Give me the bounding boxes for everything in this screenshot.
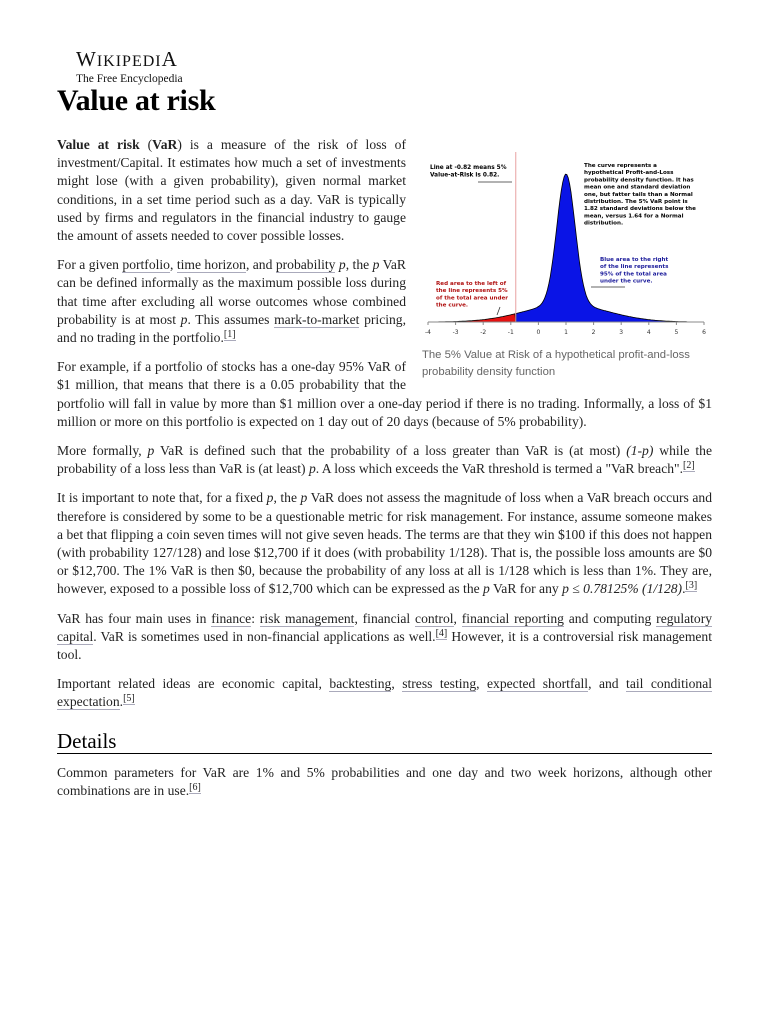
article-link[interactable]: time horizon bbox=[176, 257, 246, 273]
annotation-line-text: Line at -0.82 means 5% bbox=[430, 165, 507, 171]
text: , bbox=[169, 257, 177, 273]
article-link[interactable]: backtesting bbox=[329, 676, 392, 692]
text: . VaR is sometimes used in non-financial applications as well. bbox=[93, 628, 436, 644]
text: , the bbox=[345, 257, 373, 273]
text: . This assumes bbox=[187, 311, 275, 327]
x-tick-label: 4 bbox=[646, 329, 651, 336]
text: ) is a measure of the risk of loss of investment/Capital. It estimates how much a set of investments might lose (with a given probability), given normal market conditions, in a set time period such as a day. VaR is typically used by firms and regulators in the financial industry to gauge the amount of assets needed to cover possible losses. bbox=[57, 137, 406, 244]
citation-link[interactable]: [4] bbox=[435, 627, 448, 639]
italic-text: p ≤ 0.78125% (1/128) bbox=[562, 581, 683, 597]
page-title: Value at risk bbox=[57, 84, 216, 117]
italic-text: p bbox=[372, 257, 380, 273]
x-tick-label: 0 bbox=[536, 329, 541, 336]
italic-text: p bbox=[300, 490, 308, 506]
article-link[interactable]: expected shortfall bbox=[487, 676, 589, 692]
article-link[interactable]: regulatory capital bbox=[57, 610, 713, 644]
text: VaR for any bbox=[489, 581, 563, 597]
annotation-red-text: Red area to the left of bbox=[436, 281, 507, 287]
bold-term: VaR bbox=[152, 137, 178, 152]
annotation-red-text: the curve. bbox=[436, 302, 469, 309]
section-heading-details: Details bbox=[57, 732, 712, 754]
text: , and bbox=[245, 257, 276, 273]
paragraph bbox=[57, 610, 712, 665]
text: , financial bbox=[354, 610, 416, 626]
wikipedia-logo[interactable] bbox=[76, 48, 183, 86]
x-tick-label: -3 bbox=[452, 329, 459, 336]
annotation-red-text: of the total area under bbox=[436, 295, 509, 302]
text: For example, if a portfolio of stocks has a one-day 95% VaR of $1 million, that means that there is a 0.05 probability that the portfolio will fall in value by more than $1 million over a one-day period if there is no trading. Informally, a loss of $1 million or more on this portfolio is expected on 1 day out of 20 days (because of 5% probability). bbox=[57, 359, 712, 429]
text: However, it is a controversial risk management tool. bbox=[57, 628, 712, 663]
article-link[interactable]: finance bbox=[211, 610, 252, 626]
citation-link[interactable]: [3] bbox=[685, 580, 698, 592]
paragraph bbox=[57, 675, 712, 711]
annotation-line-text: Value-at-Risk is 0.82. bbox=[430, 172, 500, 179]
x-tick-label: -1 bbox=[507, 329, 514, 336]
italic-text: (1-p) bbox=[626, 443, 654, 459]
citation bbox=[189, 782, 201, 794]
text: , bbox=[476, 676, 487, 692]
text: VaR has four main uses in bbox=[57, 610, 212, 626]
citation bbox=[123, 693, 135, 705]
article-link[interactable]: portfolio bbox=[122, 257, 170, 273]
annotation-curve-text: The curve represents a bbox=[584, 163, 657, 169]
annotation-curve-text: mean one and standard deviation bbox=[584, 184, 691, 191]
annotation-curve-text: 1.82 standard deviations below the bbox=[584, 206, 696, 213]
text: VaR is defined such that the probability of a loss greater than VaR is (at most) bbox=[154, 443, 627, 459]
italic-text: p bbox=[308, 461, 316, 477]
article-link[interactable]: financial reporting bbox=[461, 610, 564, 626]
text: . bbox=[119, 694, 124, 710]
figure-caption: The 5% Value at Risk of a hypothetical profit-and-loss probability density function bbox=[422, 349, 690, 378]
article-link[interactable]: stress testing bbox=[402, 676, 477, 692]
italic-text: p bbox=[147, 443, 155, 459]
text: It is important to note that, for a fixed bbox=[57, 490, 267, 506]
x-tick-label: -2 bbox=[480, 329, 487, 336]
wikipedia-wordmark: WIKIPEDIA bbox=[76, 47, 178, 71]
article-link[interactable]: probability bbox=[275, 257, 336, 273]
text: , and bbox=[588, 676, 627, 692]
citation bbox=[685, 580, 697, 592]
text: , bbox=[453, 610, 462, 626]
citation bbox=[683, 460, 695, 472]
annotation-blue-text: of the line represents bbox=[600, 264, 669, 271]
text: while the probability of a loss less than VaR is (at least) bbox=[57, 443, 712, 477]
bold-term: Value at risk bbox=[57, 137, 140, 152]
article-link[interactable]: risk management bbox=[259, 610, 355, 626]
wikipedia-tagline: The Free Encyclopedia bbox=[76, 73, 183, 85]
figure-var-density bbox=[420, 150, 712, 381]
x-tick-label: 3 bbox=[619, 329, 624, 336]
text: VaR does not assess the magnitude of loss when a VaR breach occurs and therefore is considered by some to be a questionable metric for risk management. For instance, assume someone makes a bet that flipping a coin seven times will not give seven heads. The terms are that they win $100 if this does not happen (with probability 127/128) and lose $12,700 if it does (with probability 1/128). That is, the possible loss amounts are $0 or $12,700. The 1% VaR is then $0, because the probability of any loss at all is 1/128 which is less than 1%. They are, however, exposed to a possible loss of $12,700 which can be expressed as the bbox=[57, 490, 712, 597]
annotation-blue-text: under the curve. bbox=[600, 278, 653, 285]
var-density-image[interactable] bbox=[420, 150, 712, 343]
annotation-curve-text: mean, versus 1.64 for a Normal bbox=[584, 213, 684, 220]
article-body bbox=[57, 136, 712, 811]
annotation-curve-text: hypothetical Profit-and-Loss bbox=[584, 170, 674, 177]
paragraph bbox=[57, 442, 712, 478]
annotation-blue-text: 95% of the total area bbox=[600, 271, 667, 278]
citation-link[interactable]: [6] bbox=[189, 782, 201, 794]
citation bbox=[436, 628, 448, 640]
article-link[interactable]: control bbox=[415, 610, 454, 626]
text: VaR can be defined informally as the maximum possible loss during that time after excluding all worse outcomes whose combined probability is at most bbox=[57, 257, 406, 327]
text: ( bbox=[139, 137, 153, 152]
x-tick-label: 6 bbox=[702, 329, 706, 336]
x-tick-label: 5 bbox=[674, 329, 679, 336]
text: . bbox=[682, 581, 686, 597]
x-tick-label: 1 bbox=[564, 329, 568, 336]
italic-text: p bbox=[266, 490, 274, 506]
text: and computing bbox=[563, 610, 657, 626]
text: pricing, and no trading in the portfolio. bbox=[57, 311, 406, 346]
x-tick-label: 2 bbox=[591, 329, 596, 336]
citation-link[interactable]: [1] bbox=[223, 329, 236, 341]
italic-text: p bbox=[180, 311, 188, 327]
text: Common parameters for VaR are 1% and 5% probabilities and one day and two week horizons, although other combinations are in use. bbox=[57, 764, 712, 799]
italic-text: p bbox=[338, 257, 346, 273]
text: : bbox=[251, 610, 260, 626]
text: , bbox=[391, 676, 403, 692]
paragraph bbox=[57, 764, 712, 800]
article-link[interactable]: tail conditional expectation bbox=[57, 676, 713, 710]
annotation-red-text: the line represents 5% bbox=[436, 288, 508, 295]
x-tick-label: -4 bbox=[425, 329, 431, 336]
paragraph bbox=[57, 489, 712, 598]
annotation-curve-text: distribution. The 5% VaR point is bbox=[584, 199, 688, 205]
text: Important related ideas are economic capital, bbox=[57, 676, 330, 692]
citation-link[interactable]: [2] bbox=[682, 460, 695, 472]
italic-text: p bbox=[483, 581, 490, 597]
text: , the bbox=[273, 490, 301, 506]
text: For a given bbox=[57, 257, 123, 273]
annotation-curve-text: distribution. bbox=[584, 220, 624, 227]
annotation-blue-text: Blue area to the right bbox=[600, 257, 669, 263]
text: . A loss which exceeds the VaR threshold is termed a "VaR breach". bbox=[315, 461, 683, 477]
annotation-curve-text: probability density function. It has bbox=[584, 177, 694, 184]
article-link[interactable]: mark-to-market bbox=[274, 311, 360, 327]
text: More formally, bbox=[57, 443, 148, 459]
annotation-curve-text: one, but fatter tails than a Normal bbox=[584, 191, 693, 198]
citation-link[interactable]: [5] bbox=[123, 693, 135, 705]
citation bbox=[224, 329, 236, 341]
